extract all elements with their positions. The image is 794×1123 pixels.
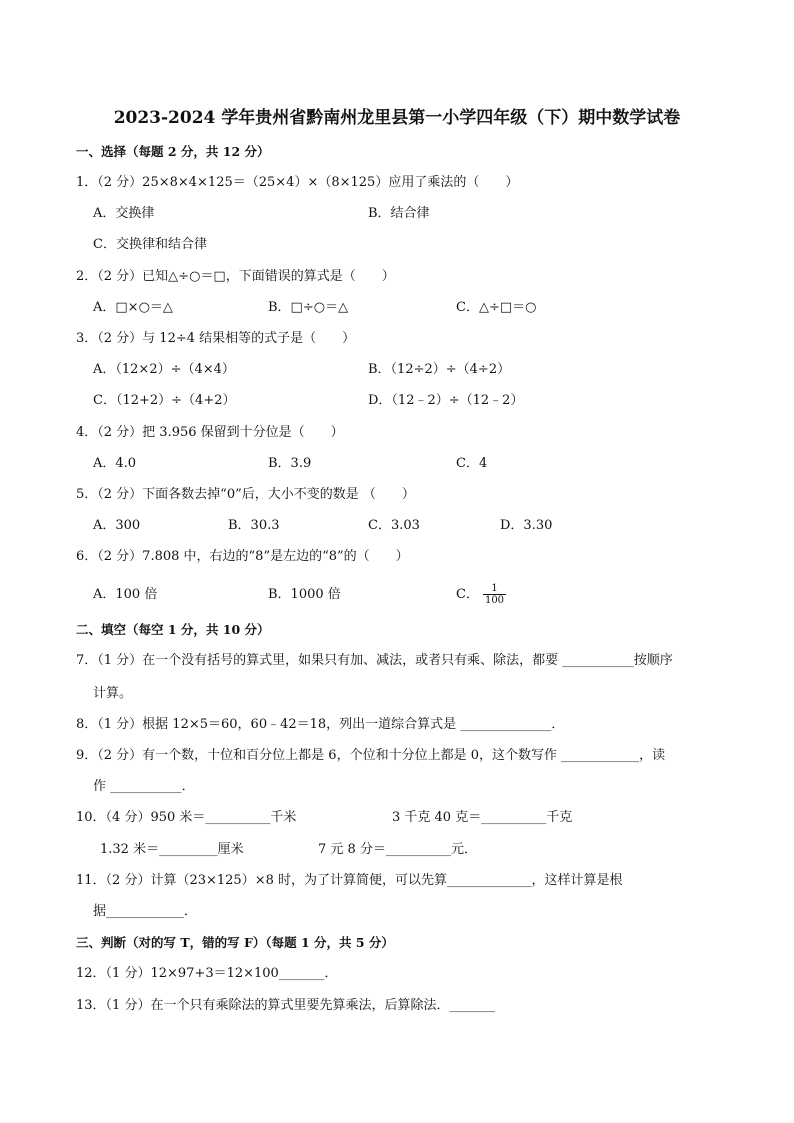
section-heading-fill: 二、填空（每空 1 分，共 10 分） <box>76 622 270 637</box>
page-title: 2023-2024 学年贵州省黔南州龙里县第一小学四年级（下）期中数学试卷 <box>113 108 681 128</box>
section-heading-judge: 三、判断（对的写 T，错的写 F）（每题 1 分，共 5 分） <box>76 935 394 950</box>
question-1-option-a: A．交换律 <box>93 206 155 221</box>
question-2-option-b: B．□÷○＝△ <box>268 300 349 315</box>
question-6-stem: 6．（2 分）7.808 中，右边的“8”是左边的“8”的（ ） <box>76 549 409 564</box>
section-heading-choice: 一、选择（每题 2 分，共 12 分） <box>76 144 270 159</box>
question-12-line-1: 12．（1 分）12×97+3＝12×100_______． <box>76 966 338 981</box>
question-1-option-b: B．结合律 <box>368 206 430 221</box>
question-11-line-1: 11．（2 分）计算（23×125）×8 时，为了计算简便，可以先算_____________，这样计算是根 <box>76 873 623 888</box>
question-4-stem: 4．（2 分）把 3.956 保留到十分位是（ ） <box>76 425 344 440</box>
question-3-option-a: A．（12×2）÷（4×4） <box>93 362 235 377</box>
fraction-numerator: 1 <box>483 583 506 595</box>
question-6-option-c-prefix: C． <box>456 587 479 602</box>
question-10-part-b: 3 千克 40 克＝__________千克 <box>392 810 573 825</box>
question-5-stem: 5．（2 分）下面各数去掉“0”后，大小不变的数是 （ ） <box>76 487 415 502</box>
question-13-line-1: 13．（1 分）在一个只有乘除法的算式里要先算乘法，后算除法．_______ <box>76 998 495 1013</box>
question-3-stem: 3．（2 分）与 12÷4 结果相等的式子是（ ） <box>76 331 356 346</box>
question-9-line-2: 作 ___________． <box>93 779 195 794</box>
question-7-line-2: 计算。 <box>93 686 133 701</box>
question-10-part-d: 7 元 8 分＝__________元． <box>318 842 477 857</box>
question-1-stem: 1．（2 分）25×8×4×125＝（25×4）×（8×125）应用了乘法的（ ） <box>76 175 519 190</box>
fraction-denominator: 100 <box>484 595 505 606</box>
question-6-option-c <box>456 579 506 611</box>
question-8-line-1: 8．（1 分）根据 12×5＝60，60﹣42＝18，列出一道综合算式是 ______________． <box>76 717 565 732</box>
question-9-line-1: 9．（2 分）有一个数，十位和百分位上都是 6，个位和十分位上都是 0，这个数写作 ____________，读 <box>76 748 666 763</box>
question-3-option-d: D．（12﹣2）÷（12﹣2） <box>368 393 524 408</box>
question-3-option-b: B．（12÷2）÷（4÷2） <box>368 362 511 377</box>
question-5-option-d: D．3.30 <box>500 518 553 533</box>
question-5-option-a: A．300 <box>93 518 141 533</box>
question-2-option-a: A．□×○＝△ <box>93 300 173 315</box>
question-4-option-c: C．4 <box>456 456 488 471</box>
question-10-part-a: 10．（4 分）950 米＝__________千米 <box>76 810 297 825</box>
question-7-line-1: 7．（1 分）在一个没有括号的算式里，如果只有加、减法，或者只有乘、除法，都要 ___________按顺序 <box>76 653 673 668</box>
question-2-stem: 2．（2 分）已知△÷○＝□，下面错误的算式是（ ） <box>76 269 395 284</box>
question-2-option-c: C．△÷□＝○ <box>456 300 537 315</box>
question-11-line-2: 据____________． <box>93 904 198 919</box>
question-1-option-c: C．交换律和结合律 <box>93 237 207 252</box>
question-10-part-c: 1.32 米＝_________厘米 <box>100 842 244 857</box>
question-5-option-c: C．3.03 <box>368 518 420 533</box>
question-6-option-b: B．1000 倍 <box>268 587 341 602</box>
question-4-option-b: B．3.9 <box>268 456 312 471</box>
question-5-option-b: B．30.3 <box>228 518 280 533</box>
fraction <box>483 583 506 606</box>
question-3-option-c: C．（12+2）÷（4+2） <box>93 393 236 408</box>
question-4-option-a: A．4.0 <box>93 456 137 471</box>
question-6-option-a: A．100 倍 <box>93 587 158 602</box>
